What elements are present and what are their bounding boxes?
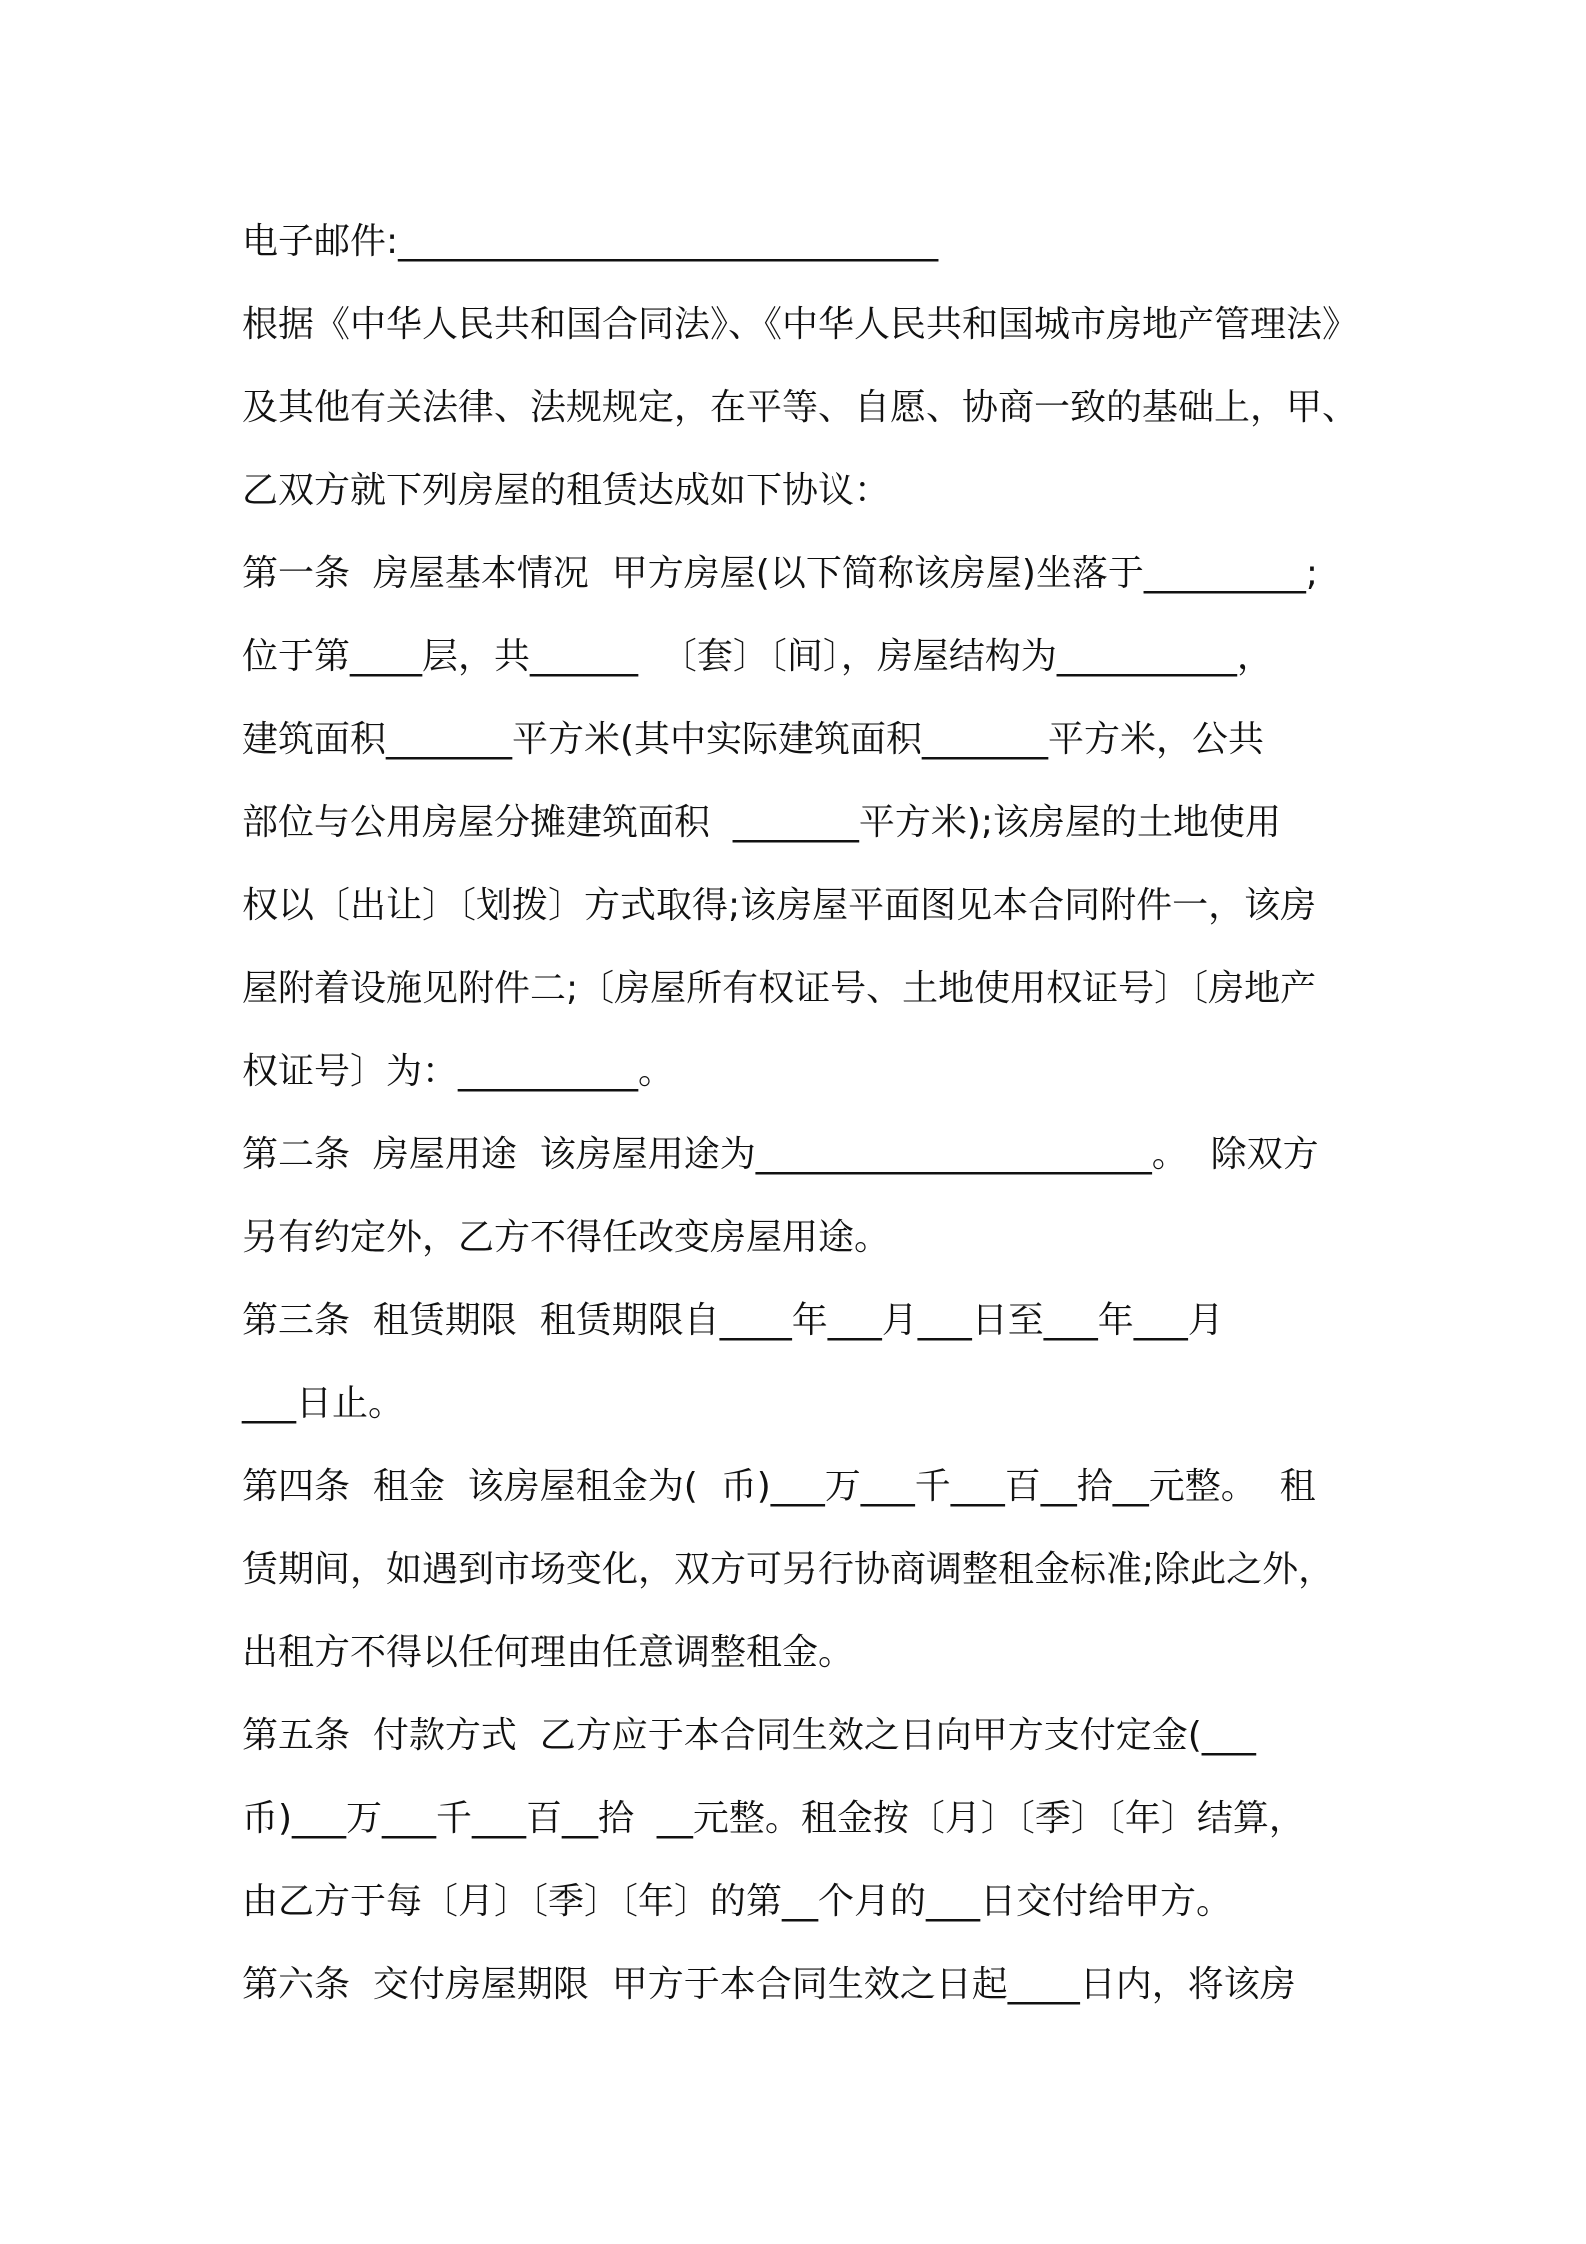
email-line: 电子邮件:______________________________: [242, 221, 939, 262]
article-3-line: 第三条 租赁期限 租赁期限自____年___月___日至___年___月: [242, 1300, 1224, 1341]
text-line: 建筑面积_______平方米(其中实际建筑面积_______平方米，公共: [242, 719, 1265, 760]
text-line: 由乙方于每〔月〕〔季〕〔年〕的第__个月的___日交付给甲方。: [242, 1881, 1233, 1922]
text-line: 币)___万___千___百__拾 __元整。租金按〔月〕〔季〕〔年〕结算，: [242, 1798, 1305, 1839]
text-line: ___日止。: [242, 1383, 405, 1424]
text-line: 赁期间，如遇到市场变化，双方可另行协商调整租金标准;除此之外，: [242, 1549, 1335, 1590]
article-4-line: 第四条 租金 该房屋租金为( 币)___万___千___百__拾__元整。 租: [242, 1466, 1316, 1507]
text-line: 权以〔出让〕〔划拨〕方式取得;该房屋平面图见本合同附件一，该房: [242, 885, 1317, 926]
text-line: 乙双方就下列房屋的租赁达成如下协议：: [242, 470, 891, 511]
text-line: 出租方不得以任何理由任意调整租金。: [242, 1632, 855, 1673]
article-1-line: 第一条 房屋基本情况 甲方房屋(以下简称该房屋)坐落于_________;: [242, 553, 1318, 594]
article-2-line: 第二条 房屋用途 该房屋用途为______________________。 除双方: [242, 1134, 1319, 1175]
text-line: 及其他有关法律、法规规定，在平等、自愿、协商一致的基础上，甲、: [242, 387, 1359, 428]
article-6-line: 第六条 交付房屋期限 甲方于本合同生效之日起____日内，将该房: [242, 1964, 1296, 2005]
article-5-line: 第五条 付款方式 乙方应于本合同生效之日向甲方支付定金(___: [242, 1715, 1256, 1756]
text-line: 根据《中华人民共和国合同法》、《中华人民共和国城市房地产管理法》: [242, 304, 1359, 345]
text-line: 权证号〕为：__________。: [242, 1051, 675, 1092]
text-line: 屋附着设施见附件二;〔房屋所有权证号、土地使用权证号〕〔房地产: [242, 968, 1317, 1009]
text-line: 部位与公用房屋分摊建筑面积 _______平方米);该房屋的土地使用: [242, 802, 1282, 843]
text-line: 另有约定外，乙方不得任改变房屋用途。: [242, 1217, 891, 1258]
contract-body: [242, 200, 1362, 2026]
text-line: 位于第____层，共______ 〔套〕〔间〕，房屋结构为__________，: [242, 636, 1273, 677]
